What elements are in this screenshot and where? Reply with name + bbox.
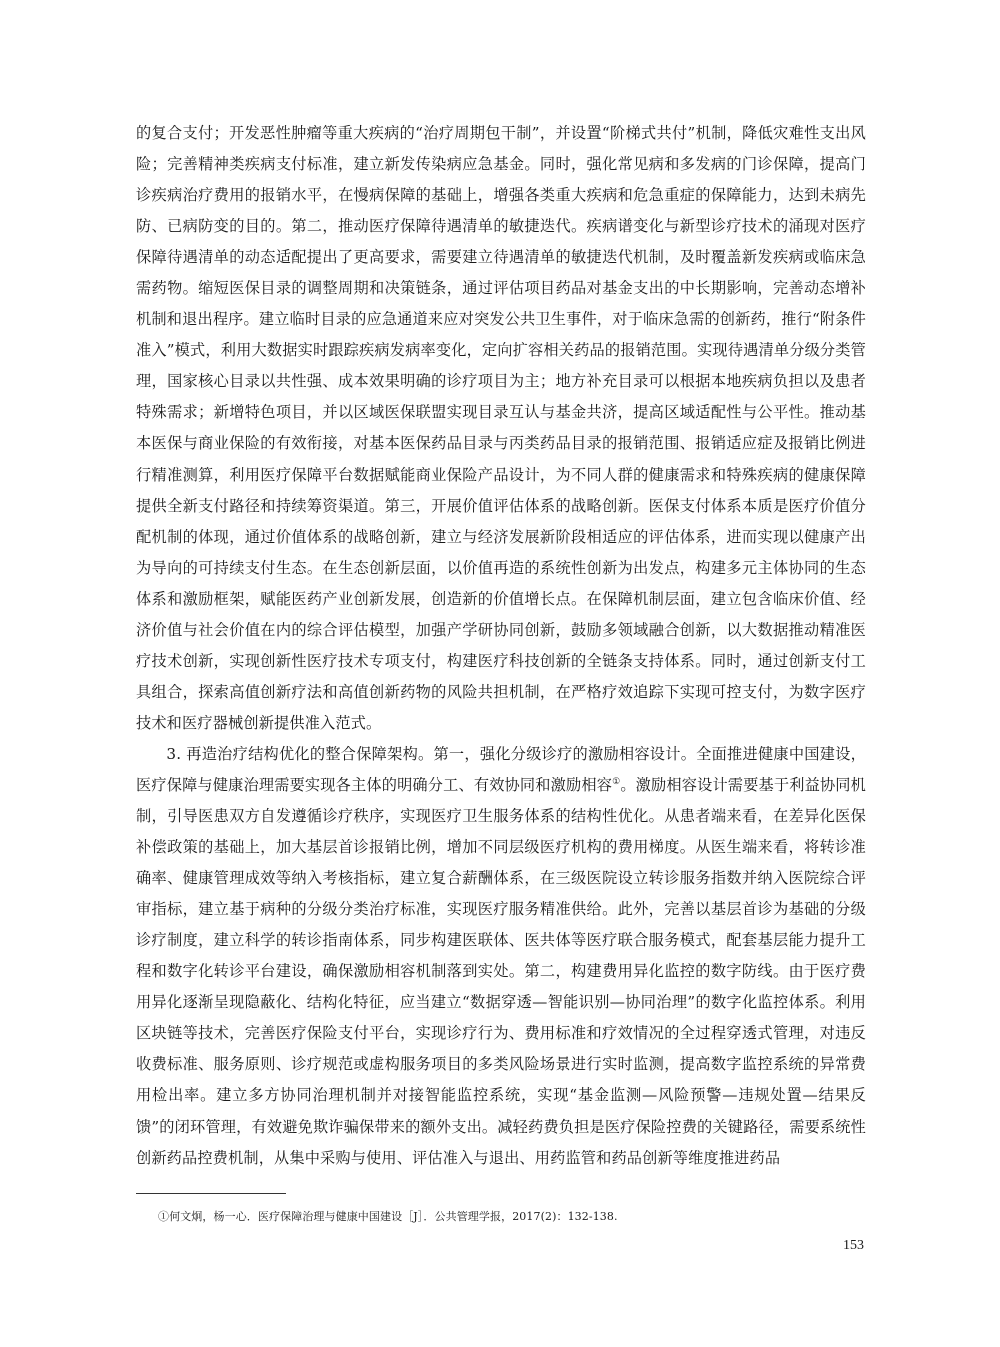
footnote-divider [136,1193,286,1194]
footnote: ①何文炯，杨一心．医疗保障治理与健康中国建设［J］．公共管理学报，2017(2)：132-138. [158,1210,618,1223]
body-paragraph-2 [136,739,866,1174]
paragraph-2-text-before-note: 3. 再造治疗结构优化的整合保障架构。第一，强化分级诊疗的激励相容设计。全面推进健康中国建设，医疗保障与健康治理需要实现各主体的明确分工、有效协同和激励相容 [136,744,866,794]
body-paragraph-1: 的复合支付；开发恶性肿瘤等重大疾病的“治疗周期包干制”，并设置“阶梯式共付”机制，降低灾难性支出风险；完善精神类疾病支付标准，建立新发传染病应急基金。同时，强化常见病和多发病的门诊保障，提高门诊疾病治疗费用的报销水平，在慢病保障的基础上，增强各类重大疾病和危急重症的保障能力，达到未病先防、已病防变的目的。第二，推动医疗保障待遇清单的敏捷迭代。疾病谱变化与新型诊疗技术的涌现对医疗保障待遇清单的动态适配提出了更高要求，需要建立待遇清单的敏捷迭代机制，及时覆盖新发疾病或临床急需药物。缩短医保目录的调整周期和决策链条，通过评估项目药品对基金支出的中长期影响，完善动态增补机制和退出程序。建立临时目录的应急通道来应对突发公共卫生事件，对于临床急需的创新药，推行“附条件准入”模式，利用大数据实时跟踪疾病发病率变化，定向扩容相关药品的报销范围。实现待遇清单分级分类管理，国家核心目录以共性强、成本效果明确的诊疗项目为主；地方补充目录可以根据本地疾病负担以及患者特殊需求；新增特色项目，并以区域医保联盟实现目录互认与基金共济，提高区域适配性与公平性。推动基本医保与商业保险的有效衔接，对基本医保药品目录与丙类药品目录的报销范围、报销适应症及报销比例进行精准测算，利用医疗保障平台数据赋能商业保险产品设计，为不同人群的健康需求和特殊疾病的健康保障提供全新支付路径和持续筹资渠道。第三，开展价值评估体系的战略创新。医保支付体系本质是医疗价值分配机制的体现，通过价值体系的战略创新，建立与经济发展新阶段相适应的评估体系，进而实现以健康产出为导向的可持续支付生态。在生态创新层面，以价值再造的系统性创新为出发点，构建多元主体协同的生态体系和激励框架，赋能医药产业创新发展，创造新的价值增长点。在保障机制层面，建立包含临床价值、经济价值与社会价值在内的综合评估模型，加强产学研协同创新，鼓励多领域融合创新，以大数据推动精准医疗技术创新，实现创新性医疗技术专项支付，构建医疗科技创新的全链条支持体系。同时，通过创新支付工具组合，探索高值创新疗法和高值创新药物的风险共担机制，在严格疗效追踪下实现可控支付，为数字医疗技术和医疗器械创新提供准入范式。 [136,124,866,732]
paragraph-2-text-after-note: 。激励相容设计需要基于利益协同机制，引导医患双方自发遵循诊疗秩序，实现医疗卫生服务体系的结构性优化。从患者端来看，在差异化医保补偿政策的基础上，加大基层首诊报销比例，增加不同层级医疗机构的费用梯度。从医生端来看，将转诊准确率、健康管理成效等纳入考核指标，建立复合薪酬体系，在三级医院设立转诊服务指数并纳入医院综合评审指标，建立基于病种的分级分类治疗标准，实现医疗服务精准供给。此外，完善以基层首诊为基础的分级诊疗制度，建立科学的转诊指南体系，同步构建医联体、医共体等医疗联合服务模式，配套基层能力提升工程和数字化转诊平台建设，确保激励相容机制落到实处。第二，构建费用异化监控的数字防线。由于医疗费用异化逐渐呈现隐蔽化、结构化特征，应当建立“数据穿透—智能识别—协同治理”的数字化监控体系。利用区块链等技术，完善医疗保险支付平台，实现诊疗行为、费用标准和疗效情况的全过程穿透式管理，对违反收费标准、服务原则、诊疗规范或虚构服务项目的多类风险场景进行实时监测，提高数字监控系统的异常费用检出率。建立多方协同治理机制并对接智能监控系统，实现“基金监测—风险预警—违规处置—结果反馈”的闭环管理，有效避免欺诈骗保带来的额外支出。减轻药费负担是医疗保险控费的关键路径，需要系统性创新药品控费机制，从集中采购与使用、评估准入与退出、用药监管和药品创新等维度推进药品 [136,775,867,1167]
page-number: 153 [843,1238,864,1253]
footnote-marker: ① [612,776,621,787]
page-body [136,118,866,1174]
